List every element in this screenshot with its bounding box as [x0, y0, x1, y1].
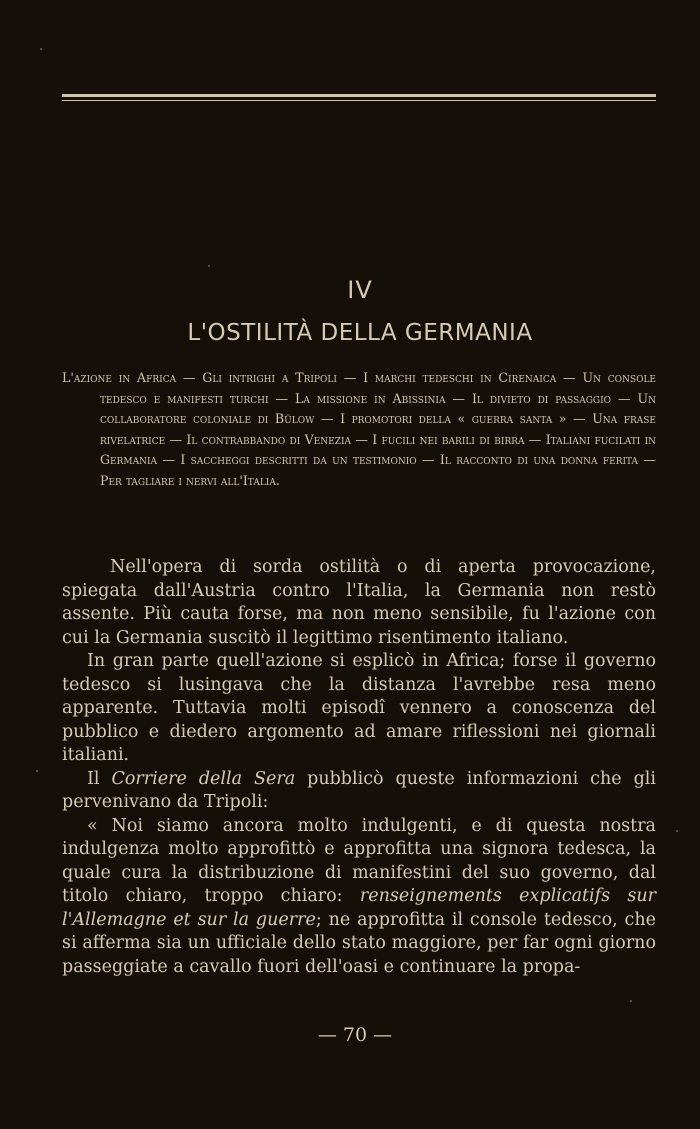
- paper-speck: [40, 48, 42, 50]
- paragraph: [62, 815, 656, 980]
- chapter-summary: [62, 368, 656, 491]
- paper-speck: [676, 830, 678, 832]
- paragraph: [62, 768, 656, 815]
- page-number: — 70 —: [317, 1024, 393, 1046]
- header-rule-thin: [62, 100, 656, 101]
- paper-speck: [208, 265, 210, 267]
- quote-text: « Noi siamo ancora molto indulgenti, e di questa nostra indulgenza molto approfittò e approfitta una signora tedesca, la quale cura la distribuzione di manifestini del suo governo, dal titolo chiaro, troppo chiaro:: [62, 815, 656, 906]
- body-text: [62, 556, 656, 979]
- newspaper-title: Corriere della Sera: [111, 768, 296, 789]
- quoted-title: renseignements explicatifs sur l'Allemagne et sur la guerre: [62, 886, 656, 930]
- chapter-title: L'OSTILITÀ DELLA GERMANIA: [187, 320, 533, 346]
- quote-text: ; ne approfitta il console tedesco, che si afferma sia un ufficiale dello stato maggiore, per far ogni giorno passeggiate a cavallo fuori dell'oasi e continuare la propa-: [62, 909, 656, 977]
- header-rule-thick: [62, 94, 656, 97]
- chapter-number: IV: [347, 276, 373, 304]
- chapter-summary-text: L'azione in Africa — Gli intrighi a Tripoli — I marchi tedeschi in Cirenaica — Un console tedesco e manifesti turchi — La missione in Abissinia — Il divieto di passaggio — Un collaboratore coloniale di Bülow — I promotori della « guerra santa » — Una frase rivelatrice — Il contrabbando di Venezia — I fucili nei barili di birra — Italiani fucilati in Germania — I saccheggi descritti da un testimonio — Il racconto di una donna ferita — Per tagliare i nervi all'Italia.: [62, 370, 656, 488]
- paper-speck: [36, 770, 38, 772]
- paragraph-text: Il: [87, 768, 112, 789]
- paragraph: In gran parte quell'azione si esplicò in Africa; forse il governo tedesco si lusingava che la distanza l'avrebbe resa meno apparente. Tuttavia molti episodî vennero a conoscenza del pubblico e diedero argomento ad amare riflessioni nei giornali italiani.: [62, 651, 656, 765]
- paragraph-text: pubblicò queste informazioni che gli pervenivano da Tripoli:: [62, 768, 656, 812]
- paper-speck: [630, 1000, 632, 1002]
- paragraph: Nell'opera di sorda ostilità o di aperta provocazione, spiegata dall'Austria contro l'Italia, la Germania non restò assente. Più cauta forse, ma non meno sensibile, fu l'azione con cui la Germania suscitò il legittimo risentimento italiano.: [62, 557, 656, 648]
